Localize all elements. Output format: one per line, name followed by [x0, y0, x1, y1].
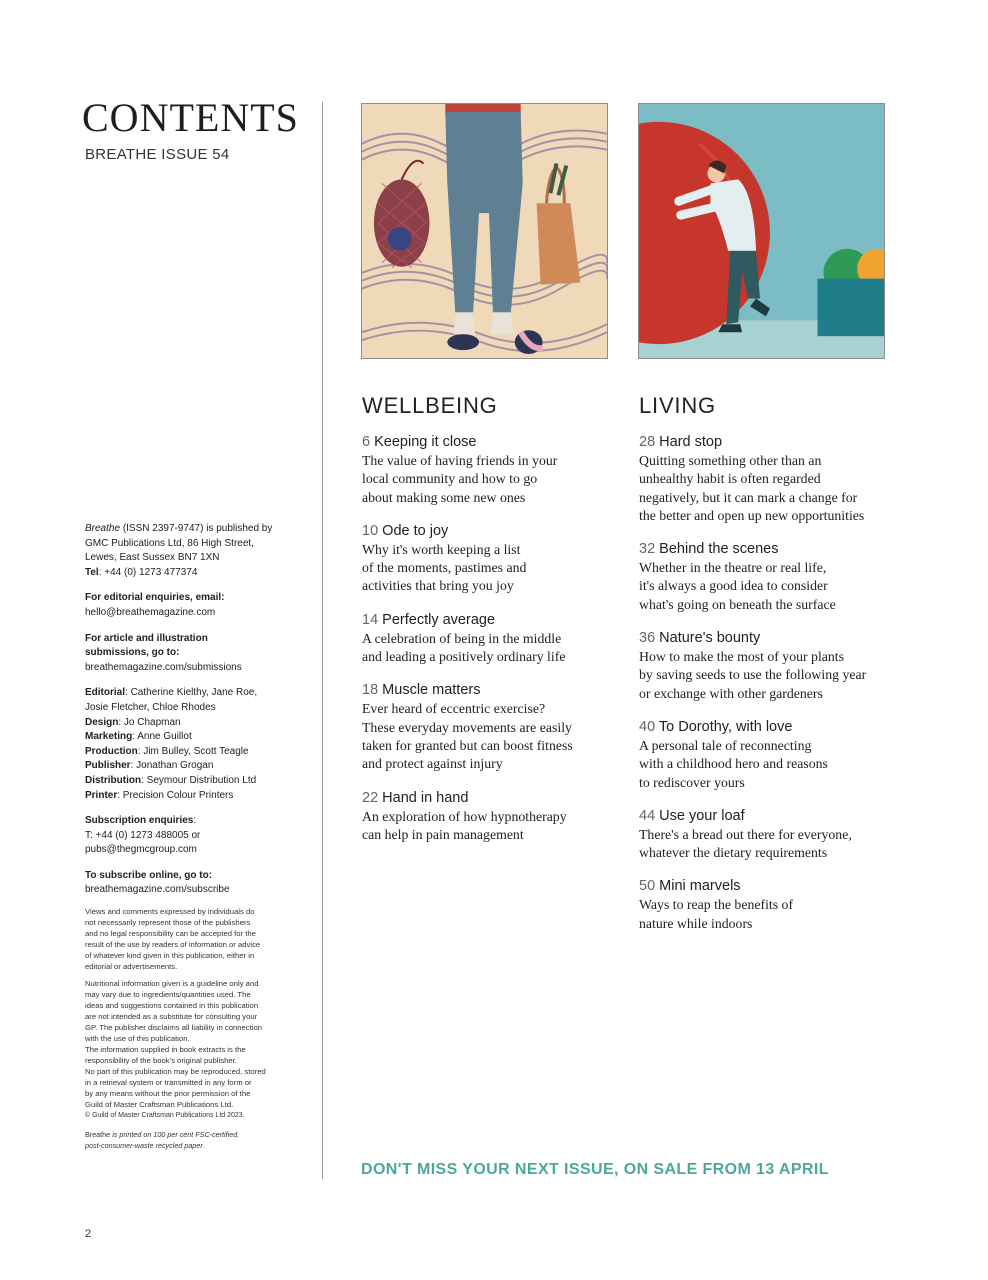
- entry-heading: [362, 789, 622, 808]
- contents-entry[interactable]: [362, 522, 622, 596]
- entry-page-number: 28: [639, 434, 656, 450]
- entry-description-line: An exploration of how hypnotherapy: [362, 808, 567, 824]
- publisher-address-1: GMC Publications Ltd, 86 High Street,: [85, 537, 254, 549]
- entry-heading: [362, 611, 622, 630]
- entry-title: Perfectly average: [382, 611, 496, 628]
- entry-description-line: about making some new ones: [362, 489, 526, 505]
- entry-heading: [362, 681, 622, 700]
- design-label: Design: [85, 716, 119, 728]
- imprint: Breathe (ISSN 2397-9747) is published by GMC Publications Ltd, 86 High Street, Lewes, East Sussex BN7 1XN Tel: +44 (0) 1273 477374 For editorial enquiries, email: hello@breathemagazine.com For article and illustration submissions, go to: breathemagazine.com/submissions Editorial: Catherine Kielthy, Jane Roe, Josie Fletcher, Chloe Rhodes Design: Jo Chapman Marketing: Anne Guillot Production: Jim Bulley, Scott Teagle Publisher: Jonathan Grogan Distribution: Seymour Distribution Ltd Printer: Precision Colour Printers Subscription enquiries: T: +44 (0) 1273 488005 or pubs@thegmcgroup.com To subscribe online, go to: breathemagazine.com/subscribe Views and comments expressed by individuals do not necessarily represent those of the publishers and no legal responsibility can be accepted for the result of the use by readers of information or advice of whatever kind given in this publication, either in editorial or advertisements. Nutritional information given is a guideline only and may vary due to ingredients/quantities used. The ideas and suggestions contained in this publication are not intended as a substitute for consulting your GP. The publisher disclaims all liability in connection with the use of this publication. The information supplied in book extracts is the responsibility of the book's original publisher. No part of this publication may be reproduced, stored in a retrieval system or transmitted in any form or by any means without the prior permission of the Guild of Master Craftsman Publications Ltd. © Guild of Master Craftsman Publications Ltd 2023. Breathe is printed on 100 per cent FSC-certified, post-consumer-waste recycled paper.: [85, 522, 297, 1151]
- entry-title: Ode to joy: [382, 522, 449, 539]
- copyright: © Guild of Master Craftsman Publications Ltd 2023.: [85, 1112, 245, 1120]
- contents-entry[interactable]: [639, 629, 899, 703]
- publisher-text: (ISSN 2397-9747) is published by: [122, 523, 273, 534]
- entry-page-number: 22: [362, 789, 379, 806]
- entry-description-line: by saving seeds to use the following year: [639, 667, 867, 683]
- entry-title: Hard stop: [659, 434, 723, 450]
- entry-page-number: 32: [639, 541, 656, 558]
- entry-description-line: There's a bread out there for everyone,: [639, 826, 852, 842]
- entry-heading: [362, 522, 622, 541]
- entry-page-number: 10: [362, 522, 379, 539]
- editorial-email[interactable]: hello@breathemagazine.com: [85, 606, 216, 618]
- disclaimer-2-line: are not intended as a substitute for consulting your: [85, 1012, 258, 1022]
- disclaimer-2-line: No part of this publication may be reproduced, stored: [85, 1067, 266, 1077]
- entry-title: Behind the scenes: [659, 541, 779, 558]
- shopping-bags-illustration: [361, 103, 608, 359]
- disclaimer-2-line: ideas and suggestions contained in this publication: [85, 1001, 259, 1011]
- entry-description-line: nature while indoors: [639, 915, 753, 931]
- disclaimer-1-line: Views and comments expressed by individuals do: [85, 907, 255, 917]
- entry-page-number: 6: [362, 434, 371, 450]
- entry-description-line: the better and open up new opportunities: [639, 507, 865, 523]
- subscribe-online-link[interactable]: breathemagazine.com/subscribe: [85, 884, 230, 896]
- disclaimer-2-line: Guild of Master Craftsman Publications Ltd.: [85, 1100, 234, 1110]
- entry-description-line: what's going on beneath the surface: [639, 596, 836, 612]
- disclaimer-1-line: and no legal responsibility can be accepted for the: [85, 929, 256, 939]
- contents-entry[interactable]: [639, 807, 899, 863]
- living-heading: LIVING: [639, 393, 716, 418]
- entry-heading: [639, 807, 899, 826]
- entry-description-line: can help in pain management: [362, 826, 524, 842]
- disclaimer-2-line: GP. The publisher disclaims all liability in connection: [85, 1023, 263, 1033]
- entry-heading: [639, 629, 899, 648]
- entry-heading: [639, 877, 899, 896]
- disclaimer-1-line: result of the use by readers of information or advice: [85, 940, 261, 950]
- disclaimer-2-line: The information supplied in book extracts is the: [85, 1045, 246, 1055]
- contents-entry[interactable]: [639, 540, 899, 614]
- entry-page-number: 50: [639, 878, 656, 895]
- publisher-address-2: Lewes, East Sussex BN7 1XN: [85, 552, 220, 564]
- publisher-name: Breathe: [85, 523, 121, 534]
- disclaimer-1-line: not necessarily represent those of the publishers: [85, 918, 251, 928]
- entry-heading: [639, 540, 899, 559]
- entry-heading: [639, 433, 899, 452]
- entry-title: Hand in hand: [382, 789, 469, 806]
- wellbeing-list: [362, 433, 622, 844]
- subscribe-online-label: To subscribe online, go to:: [85, 869, 213, 881]
- entry-description-line: A personal tale of reconnecting: [639, 737, 812, 753]
- living-section: [639, 393, 899, 948]
- entry-description-line: unhealthy habit is often regarded: [639, 471, 821, 487]
- entry-description-line: activities that bring you joy: [362, 578, 514, 594]
- editorial-enquiries-label: For editorial enquiries, email: [85, 592, 222, 604]
- marketing-value: : Anne Guillot: [132, 731, 192, 743]
- page-title: CONTENTS: [82, 95, 299, 140]
- editorial-line-1: : Catherine Kielthy, Jane Roe,: [125, 687, 258, 699]
- disclaimer-2-line: by any means without the prior permission of the: [85, 1089, 251, 1099]
- entry-heading: [639, 718, 899, 737]
- entry-description-line: The value of having friends in your: [362, 453, 558, 468]
- page-number: 2: [85, 1228, 92, 1240]
- distribution-label: Distribution: [85, 774, 142, 786]
- printer-label: Printer: [85, 789, 118, 801]
- printer-value: : Precision Colour Printers: [117, 789, 234, 801]
- entry-description-line: and leading a positively ordinary life: [362, 649, 566, 665]
- publisher-label: Publisher: [85, 760, 131, 772]
- entry-description-line: Why it's worth keeping a list: [362, 541, 521, 557]
- entry-description-line: How to make the most of your plants: [639, 649, 845, 665]
- contents-entry[interactable]: [362, 789, 622, 845]
- contents-entry[interactable]: [362, 681, 622, 773]
- disclaimer-1-line: of whatever kind given in this publication, either in: [85, 951, 255, 961]
- contents-entry[interactable]: [639, 877, 899, 933]
- entry-title: Keeping it close: [374, 434, 477, 450]
- entry-description-line: with a childhood hero and reasons: [639, 756, 828, 772]
- entry-heading: [362, 433, 622, 452]
- subscription-label: Subscription enquiries: [85, 815, 194, 827]
- contents-entry[interactable]: [362, 611, 622, 667]
- entry-description-line: and protect against injury: [362, 756, 503, 772]
- entry-title: To Dorothy, with love: [658, 718, 793, 735]
- disclaimer-2-line: with the use of this publication.: [85, 1034, 190, 1044]
- publisher-value: : Jonathan Grogan: [130, 760, 214, 772]
- entry-description-line: it's always a good idea to consider: [639, 578, 828, 594]
- entry-description-line: negatively, but it can mark a change for: [639, 489, 858, 505]
- entry-description-line: Ways to reap the benefits of: [639, 897, 794, 913]
- submissions-label-1: For article and illustration: [85, 632, 208, 644]
- entry-description-line: to rediscover yours: [639, 774, 745, 790]
- submissions-label-2: submissions, go to: [85, 647, 177, 659]
- entry-description-line: These everyday movements are easily: [362, 719, 572, 735]
- living-list: [639, 433, 899, 933]
- person-pushing-ball-illustration: [638, 103, 885, 359]
- entry-page-number: 36: [639, 630, 656, 647]
- disclaimer-2: [85, 978, 297, 1110]
- marketing-label: Marketing: [85, 731, 133, 743]
- production-label: Production: [85, 745, 138, 757]
- entry-page-number: 40: [639, 718, 656, 735]
- paper-line-2: post-consumer-waste recycled paper.: [85, 1141, 205, 1151]
- issue-label: BREATHE ISSUE 54: [85, 146, 230, 163]
- entry-description-line: A celebration of being in the middle: [362, 630, 562, 646]
- wellbeing-heading: WELLBEING: [362, 393, 498, 418]
- wellbeing-section: [362, 393, 622, 859]
- subscription-phone: T: +44 (0) 1273 488005 or: [85, 829, 201, 841]
- paper-line-1: is printed on 100 per cent FSC-certified,: [112, 1130, 240, 1140]
- tel-label: Tel: [85, 566, 99, 578]
- design-value: : Jo Chapman: [118, 716, 181, 728]
- production-value: : Jim Bulley, Scott Teagle: [137, 745, 249, 757]
- entry-title: Nature's bounty: [659, 630, 761, 647]
- entry-description-line: Quitting something other than an: [639, 453, 822, 468]
- entry-description-line: of the moments, pastimes and: [362, 560, 527, 576]
- entry-description-line: taken for granted but can boost fitness: [362, 737, 573, 753]
- editorial-label: Editorial: [85, 687, 126, 699]
- next-issue-banner: DON'T MISS YOUR NEXT ISSUE, ON SALE FROM 13 APRIL: [361, 1161, 829, 1178]
- disclaimer-1-line: editorial or advertisements.: [85, 962, 178, 972]
- contents-entry[interactable]: [639, 718, 899, 792]
- tel-value: : +44 (0) 1273 477374: [98, 566, 198, 578]
- entry-description-line: Whether in the theatre or real life,: [639, 560, 827, 576]
- contents-entry[interactable]: [639, 433, 899, 525]
- entry-description-line: Ever heard of eccentric exercise?: [362, 701, 546, 717]
- entry-title: Mini marvels: [659, 878, 741, 895]
- entry-page-number: 14: [362, 611, 379, 628]
- editorial-line-2: Josie Fletcher, Chloe Rhodes: [85, 701, 216, 713]
- subscription-email[interactable]: pubs@thegmcgroup.com: [85, 844, 197, 856]
- paper-brand: Breathe: [85, 1130, 111, 1140]
- entry-description-line: or exchange with other gardeners: [639, 685, 823, 701]
- disclaimer-2-line: Nutritional information given is a guideline only and: [85, 979, 259, 989]
- entry-title: Use your loaf: [659, 807, 745, 824]
- distribution-value: : Seymour Distribution Ltd: [141, 774, 257, 786]
- entry-page-number: 18: [362, 682, 379, 699]
- entry-title: Muscle matters: [382, 682, 481, 699]
- submissions-link[interactable]: breathemagazine.com/submissions: [85, 661, 242, 673]
- disclaimer-1: [85, 906, 297, 972]
- contents-entry[interactable]: [362, 433, 622, 507]
- entry-description-line: local community and how to go: [362, 471, 538, 487]
- disclaimer-2-line: in a retrieval system or transmitted in any form or: [85, 1078, 252, 1088]
- entry-description-line: whatever the dietary requirements: [639, 845, 828, 861]
- entry-page-number: 44: [639, 807, 656, 824]
- disclaimer-2-line: may vary due to ingredients/quantities used. The: [85, 990, 251, 1000]
- disclaimer-2-line: responsibility of the book's original publisher.: [85, 1056, 237, 1066]
- column-divider: [322, 102, 323, 1179]
